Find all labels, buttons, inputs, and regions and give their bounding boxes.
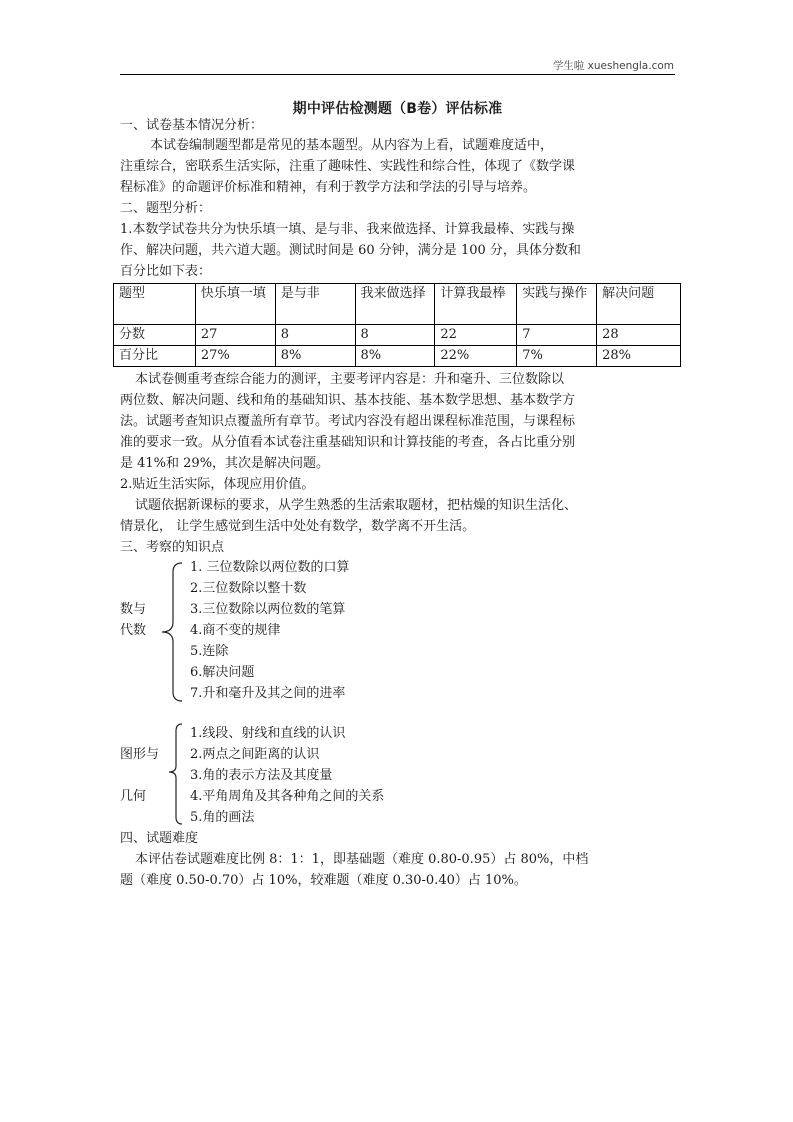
table-cell: 7 [517, 325, 597, 346]
section2-intro-line: 1.本数学试卷共分为快乐填一填、是与非、我来做选择、计算我最棒、实践与操 [120, 222, 575, 237]
table-cell: 8% [355, 346, 435, 367]
knowledge-item: 1. 三位数除以两位数的口算 [190, 560, 350, 575]
group-label-shapes-geometry: 图形与 [120, 747, 160, 762]
group-label-shapes-geometry: 几何 [120, 789, 147, 804]
table-cell: 8 [275, 325, 355, 346]
knowledge-item: 3.角的表示方法及其度量 [190, 768, 333, 783]
section2-heading: 二、题型分析： [120, 201, 212, 216]
table-cell: 快乐填一填 [195, 284, 275, 325]
knowledge-item: 7.升和毫升及其之间的进率 [190, 686, 346, 701]
section4-heading: 四、试题难度 [120, 831, 199, 846]
header-divider [120, 74, 675, 75]
left-brace-icon [166, 722, 186, 826]
section4-line: 本评估卷试题难度比例 8：1：1，即基础题（难度 0.80-0.95）占 80%，中档 [135, 852, 589, 867]
section3-heading: 三、考察的知识点 [120, 540, 225, 555]
section2-analysis-line: 两位数、解决问题、线和角的基础知识、基本技能、基本数学思想、基本数学方 [120, 393, 576, 408]
section2-intro-line: 作、解决问题，共六道大题。测试时间是 60 分钟，满分是 100 分，具体分数和 [120, 243, 581, 258]
section4-line: 题（难度 0.50-0.70）占 10%，较难题（难度 0.30-0.40）占 10%。 [120, 873, 527, 888]
table-cell: 题型 [114, 284, 196, 325]
section1-paragraph-line: 注重综合，密联系生活实际，注重了趣味性、实践性和综合性，体现了《数学课 [120, 159, 576, 174]
section2-analysis-line: 本试卷侧重考查综合能力的测评，主要考评内容是：升和毫升、三位数除以 [135, 372, 565, 387]
table-cell: 28% [597, 346, 681, 367]
table-cell: 28 [597, 325, 681, 346]
table-row-score [114, 325, 681, 346]
table-row-percentage [114, 346, 681, 367]
knowledge-item: 4.平角周角及其各种角之间的关系 [190, 789, 385, 804]
table-cell: 解决问题 [597, 284, 681, 325]
table-cell: 8% [275, 346, 355, 367]
section2-intro-line: 百分比如下表： [120, 264, 212, 279]
table-cell: 百分比 [114, 346, 196, 367]
knowledge-item: 2.三位数除以整十数 [190, 581, 307, 596]
left-brace-icon [160, 560, 184, 704]
table-cell: 分数 [114, 325, 196, 346]
table-cell: 22% [435, 346, 517, 367]
table-cell: 27% [195, 346, 275, 367]
knowledge-item: 2.两点之间距离的认识 [190, 747, 320, 762]
table-cell: 计算我最棒 [435, 284, 517, 325]
knowledge-item: 4.商不变的规律 [190, 623, 281, 638]
section1-heading: 一、试卷基本情况分析： [120, 118, 264, 133]
section2-point2-heading: 2.贴近生活实际，体现应用价值。 [120, 477, 315, 492]
table-cell: 我来做选择 [355, 284, 435, 325]
section2-point2-line: 情景化， 让学生感觉到生活中处处有数学，数学离不开生活。 [120, 519, 476, 534]
section2-analysis-line: 准的要求一致。从分值看本试卷注重基础知识和计算技能的考查，各占比重分别 [120, 435, 576, 450]
table-cell: 实践与操作 [517, 284, 597, 325]
table-cell: 8 [355, 325, 435, 346]
group-label-numbers-algebra: 代数 [120, 623, 147, 638]
section2-analysis-line: 是 41%和 29%，其次是解决问题。 [120, 456, 330, 471]
section1-paragraph-line: 本试卷编制题型都是常见的基本题型。从内容为上看，试题难度适中， [150, 138, 554, 153]
document-title: 期中评估检测题（B卷）评估标准 [292, 101, 503, 117]
section2-analysis-line: 法。试题考查知识点覆盖所有章节。考试内容没有超出课程标准范围，与课程标 [120, 414, 576, 429]
knowledge-item: 5.角的画法 [190, 810, 255, 825]
knowledge-item: 6.解决问题 [190, 665, 255, 680]
section2-point2-line: 试题依据新课标的要求，从学生熟悉的生活索取题材，把枯燥的知识生活化、 [135, 498, 578, 513]
header-site-name: 学生啦 xueshengla.com [552, 60, 674, 72]
section1-paragraph-line: 程标准》的命题评价标准和精神，有利于教学方法和学法的引导与培养。 [120, 180, 537, 195]
knowledge-item: 1.线段、射线和直线的认识 [190, 726, 346, 741]
table-row-question-type [114, 284, 681, 325]
table-cell: 27 [195, 325, 275, 346]
knowledge-item: 3.三位数除以两位数的笔算 [190, 602, 346, 617]
group-label-numbers-algebra: 数与 [120, 602, 147, 617]
knowledge-item: 5.连除 [190, 644, 229, 659]
table-cell: 7% [517, 346, 597, 367]
score-table [113, 283, 681, 367]
table-cell: 是与非 [275, 284, 355, 325]
table-cell: 22 [435, 325, 517, 346]
